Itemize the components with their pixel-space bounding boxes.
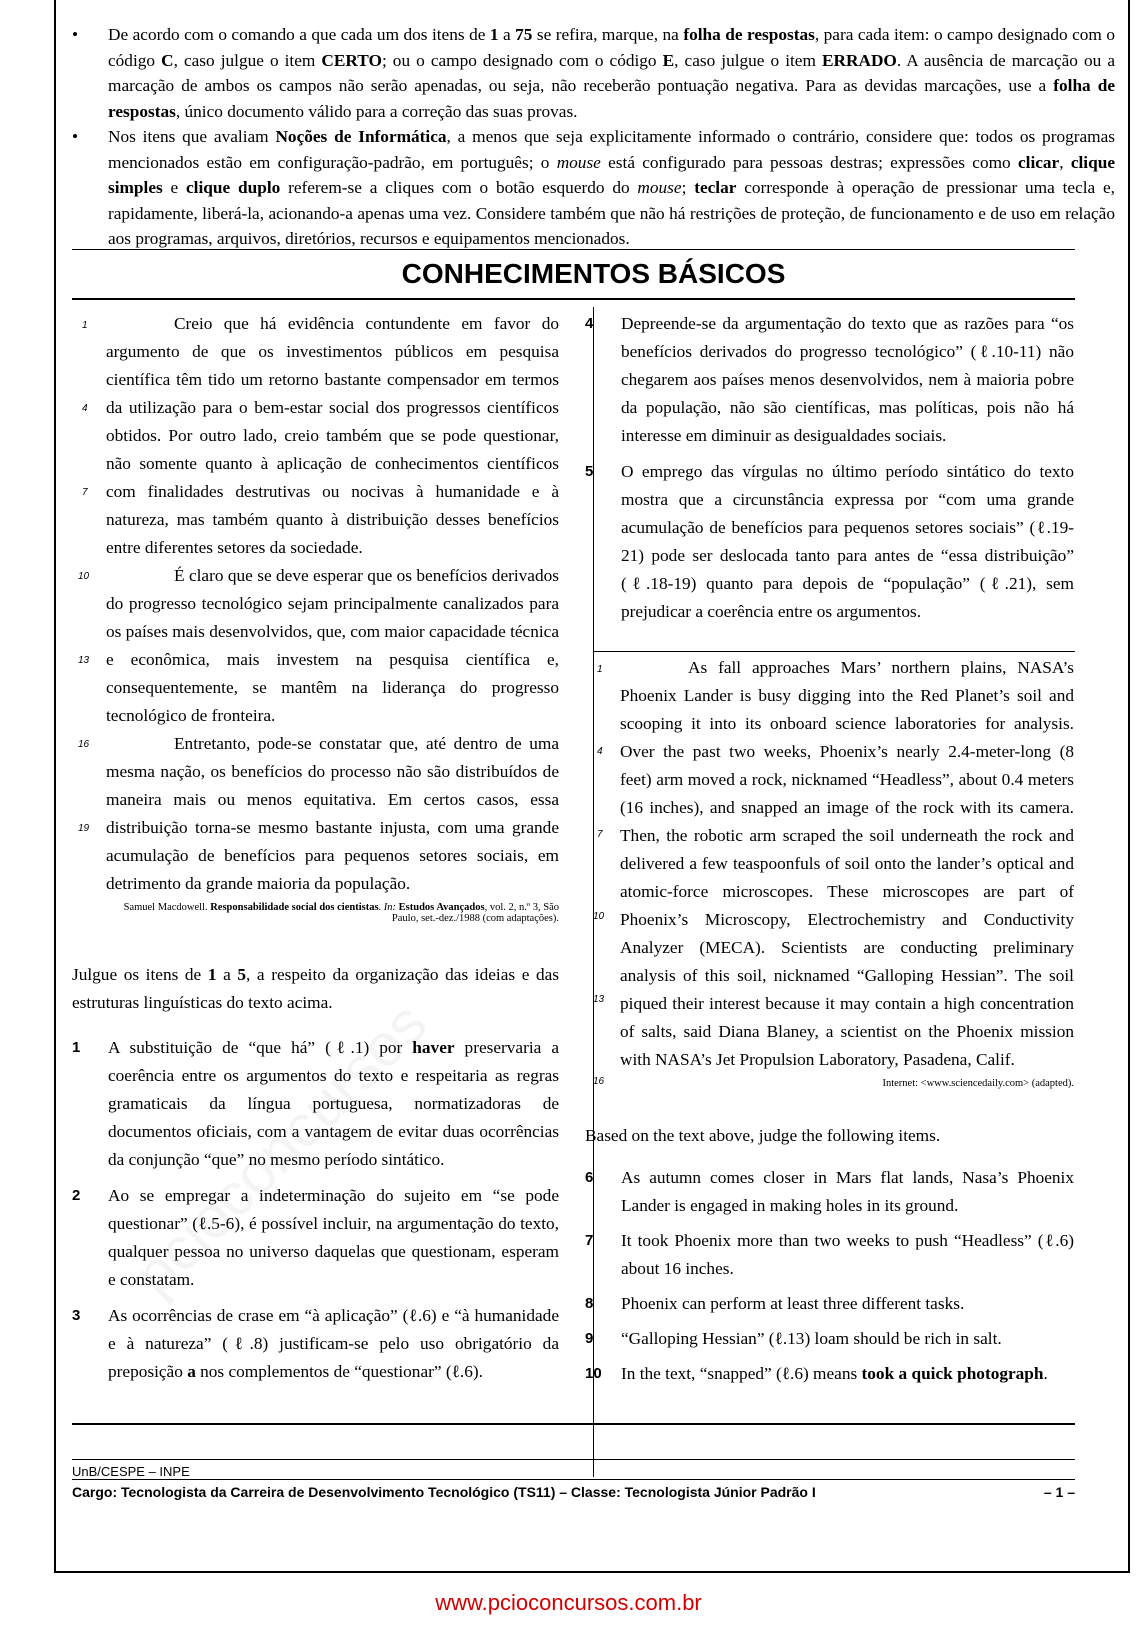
- item-number: 7: [585, 1232, 594, 1249]
- text1-source: Samuel Macdowell. Responsabilidade social dos cientistas. In: Estudos Avançados, vol. 2, n.º 3, São Paulo, set.-dez./1988 (com adaptações).: [123, 902, 559, 924]
- item-2: [72, 1182, 559, 1294]
- item-text: As autumn comes closer in Mars flat lands, Nasa’s Phoenix Lander is engaged in making holes in its ground.: [621, 1168, 1074, 1215]
- right-items-top: [585, 310, 1074, 626]
- text1-paragraph-2: É claro que se deve esperar que os benefícios derivados do progresso tecnológico sejam principalmente canalizados para os países mais desenvolvidos, que, com maior capacidade técnica e econômica, mais investem na pesquisa científica e, consequentemente, se mantêm na liderança do progresso tecnológico de fronteira.: [106, 566, 559, 725]
- item-number: 6: [585, 1169, 594, 1186]
- line-number: 10: [78, 571, 90, 582]
- item-10: [585, 1360, 1074, 1388]
- line-number: 4: [82, 403, 88, 414]
- instruction-1: • De acordo com o comando a que cada um dos itens de 1 a 75 se refira, marque, na folha de respostas, para cada item: o campo designado com o código C, caso julgue o item CERTO; ou o campo designado com o código E, caso julgue o item ERRADO. A ausência de marcação ou a marcação de ambos os campos não serão apenadas, ou seja, não receberão pontuação negativa. Para as devidas marcações, use a folha de respostas, único documento válido para a correção das suas provas.: [72, 22, 1115, 124]
- item-6: [585, 1164, 1074, 1220]
- item-number: 4: [585, 315, 594, 332]
- item-text: Phoenix can perform at least three different tasks.: [621, 1294, 965, 1313]
- item-number: 3: [72, 1307, 81, 1324]
- item-number: 2: [72, 1187, 81, 1204]
- judge-intro-1: Julgue os itens de 1 a 5, a respeito da organização das ideias e das estruturas linguísticas do texto acima.: [72, 965, 560, 1012]
- instruction-2: • Nos itens que avaliam Noções de Informática, a menos que seja explicitamente informado o contrário, considere que: todos os programas mencionados estão em configuração-padrão, em português; o mouse está configurado para pessoas destras; expressões como clicar, clique simples e clique duplo referem-se a cliques com o botão esquerdo do mouse; teclar corresponde à operação de pressionar uma tecla e, rapidamente, liberá-la, acionando-a apenas uma vez. Considere também que não há restrições de proteção, de funcionamento e de uso em relação aos programas, arquivos, diretórios, recursos e equipamentos mencionados.: [72, 124, 1115, 252]
- line-number: 19: [78, 823, 90, 834]
- section-title: CONHECIMENTOS BÁSICOS: [401, 258, 786, 289]
- rule-footer-1: [72, 1459, 1075, 1460]
- instructions: [72, 22, 1115, 252]
- line-number: 13: [593, 994, 605, 1005]
- item-text: O emprego das vírgulas no último período sintático do texto mostra que a circunstância expressa por “com uma grande acumulação de benefícios para pequenos setores sociais” (ℓ.19-21) pode ser deslocada tanto para antes de “essa distribuição” (ℓ.18-19) quanto para depois de “população” (ℓ.21), sem prejudicar a coerência entre os argumentos.: [621, 462, 1074, 621]
- item-text: In the text, “snapped” (ℓ.6) means took a quick photograph.: [621, 1364, 1048, 1383]
- left-column: [106, 310, 559, 924]
- item-text: Ao se empregar a indeterminação do sujeito em “se pode questionar” (ℓ.5-6), é possível incluir, na argumentação do texto, qualquer pessoa no universo daquelas que questionam, esperam e constatam.: [108, 1186, 559, 1289]
- item-text: A substituição de “que há” (ℓ.1) por haver preservaria a coerência entre os argumentos do texto e respeitaria as regras gramaticais da língua portuguesa, normatizadoras de documentos oficiais, com a vantagem de evitar duas ocorrências da conjunção “que” no mesmo período sintático.: [108, 1038, 559, 1169]
- line-number: 13: [78, 655, 90, 666]
- item-text: Depreende-se da argumentação do texto que as razões para “os benefícios derivados do progresso tecnológico” (ℓ.10-11) não chegarem aos países menos desenvolvidos, nem à maioria pobre da população, não são científicas, mas políticas, pois não há interesse em diminuir as desigualdades sociais.: [621, 314, 1074, 445]
- rule-title: [72, 298, 1075, 300]
- item-number: 1: [72, 1039, 81, 1056]
- line-number: 4: [597, 746, 603, 757]
- rule-footer-2: [72, 1479, 1075, 1480]
- text1-paragraph-1: Creio que há evidência contundente em favor do argumento de que os investimentos públicos em pesquisa científica têm tido um retorno bastante compensador em termos da utilização para o bem-estar social dos progressos científicos obtidos. Por outro lado, creio também que se pode questionar, não somente quanto à aplicação de conhecimentos científicos com finalidades destrutivas ou nocivas à humanidade e à natureza, mas também quanto à distribuição desses benefícios entre diferentes setores da sociedade.: [106, 314, 559, 557]
- item-9: [585, 1325, 1074, 1353]
- site-url[interactable]: www.pcioconcursos.com.br: [435, 1590, 702, 1615]
- footer-cargo-text: Cargo: Tecnologista da Carreira de Desenvolvimento Tecnológico (TS11) – Classe: Tecnologista Júnior Padrão I: [72, 1484, 816, 1500]
- item-8: [585, 1290, 1074, 1318]
- item-number: 5: [585, 463, 594, 480]
- rule-top: [72, 249, 1075, 250]
- line-number: 7: [597, 829, 603, 840]
- text2-source: Internet: <www.sciencedaily.com> (adapted).: [882, 1078, 1074, 1089]
- text2-paragraph: As fall approaches Mars’ northern plains, NASA’s Phoenix Lander is busy digging into the Red Planet’s soil and scooping it into its onboard science laboratories for analysis. Over the past two weeks, Phoenix’s nearly 2.4-meter-long (8 feet) arm moved a rock, nicknamed “Headless”, about 0.4 meters (16 inches), and snapped an image of the rock with its camera. Then, the robotic arm scraped the soil underneath the rock and delivered a few teaspoonfuls of soil onto the lander’s optical and atomic-force microscopes. These microscopes are part of Phoenix’s Microscopy, Electrochemistry and Conductivity Analyzer (MECA). Scientists are conducting preliminary analysis of this soil, nicknamed “Galloping Hessian”. The soil piqued their interest because it may contain a high concentration of salts, said Diana Blaney, a scientist on the Phoenix mission with NASA’s Jet Propulsion Laboratory, Pasadena, Calif.: [620, 658, 1074, 1069]
- line-number: 1: [597, 664, 603, 675]
- text2: [620, 654, 1074, 1089]
- line-number: 7: [82, 487, 88, 498]
- item-text: “Galloping Hessian” (ℓ.13) loam should be rich in salt.: [621, 1329, 1002, 1348]
- item-7: [585, 1227, 1074, 1283]
- item-4: [585, 310, 1074, 450]
- line-number: 16: [78, 739, 90, 750]
- right-items: [585, 1122, 1074, 1388]
- judge-intro-2: Based on the text above, judge the following items.: [585, 1126, 941, 1145]
- item-5: [585, 458, 1074, 626]
- left-items: [72, 961, 559, 1386]
- footer-cargo: [72, 1484, 1075, 1500]
- footer-org: UnB/CESPE – INPE: [72, 1464, 190, 1479]
- line-number: 1: [82, 320, 88, 331]
- item-1: [72, 1034, 559, 1174]
- rule-bottom: [72, 1423, 1075, 1425]
- item-number: 8: [585, 1295, 594, 1312]
- rule-text2: [593, 651, 1075, 652]
- item-text: As ocorrências de crase em “à aplicação” (ℓ.6) e “à humanidade e à natureza” (ℓ.8) justificam-se pelo uso obrigatório da preposição a nos complementos de “questionar” (ℓ.6).: [108, 1306, 559, 1381]
- item-3: [72, 1302, 559, 1386]
- line-number: 16: [593, 1076, 605, 1087]
- page-number: – 1 –: [1043, 1484, 1075, 1500]
- item-number: 9: [585, 1330, 594, 1347]
- line-number: 10: [593, 911, 605, 922]
- item-number: 10: [585, 1365, 602, 1382]
- item-text: It took Phoenix more than two weeks to push “Headless” (ℓ.6) about 16 inches.: [621, 1231, 1074, 1278]
- text1-paragraph-3: Entretanto, pode-se constatar que, até dentro de uma mesma nação, os benefícios do processo não são distribuídos de maneira mais ou menos equitativa. Em certos casos, essa distribuição torna-se mesmo bastante injusta, com uma grande acumulação de benefícios para pequenos setores sociais, em detrimento da grande maioria da população.: [106, 734, 559, 893]
